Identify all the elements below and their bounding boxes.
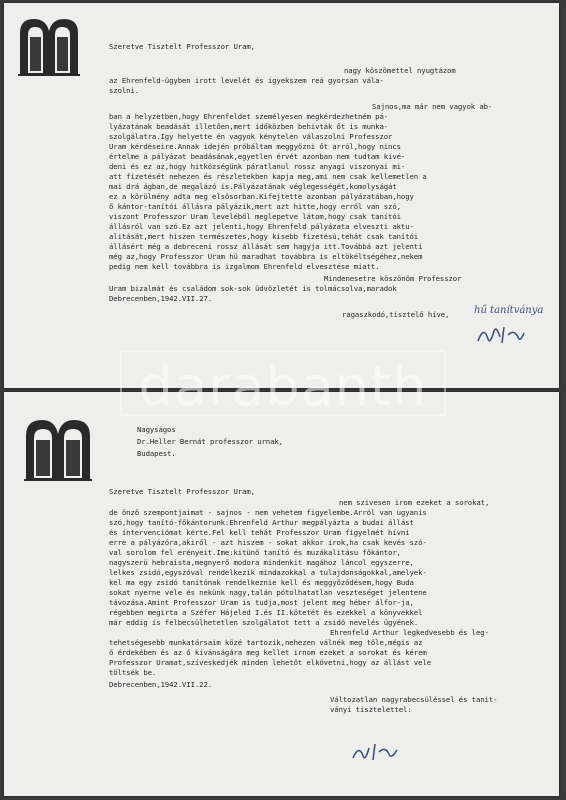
typed-line: erre a pályázóra,akiről - azt hiszem - sokat akkor irok,ha csak kevés szó- (109, 538, 427, 547)
typed-line: val sorolom fel erényeit.Ime:kitünő tanító és muzákalitásu főkántor, (109, 548, 401, 557)
typed-line: állásról van szó.Ez azt jelenti,hogy Ehrenfeld pályázata elveszti aktu- (109, 222, 414, 231)
typed-line: mai drá ágban,de megalázó is.Pályázatának véglegességét,komolyságát (109, 182, 397, 191)
typed-line: pedig nem kell továbbra is izgalmom Ehrenfeld elvesztése miatt. (109, 262, 380, 271)
typed-line: sokat nyerne vele és nekünk nagy,talán pótolhatatlan veszteséget jelentene (109, 588, 427, 597)
handwritten-note: hű tanítványa (474, 305, 544, 316)
typed-line: töltsék be. (109, 668, 157, 677)
typed-line: lelkes zsidó,egyszóval rendelkezik mindazokkal a tulajdonságokkal,amelyek- (109, 568, 427, 577)
typed-line: értelme a pályázat beadásának,egyetlen érvét azonban nem tudtam kivé- (109, 152, 406, 161)
typed-line: távozása.Amint Professzor Uram is tudja,most jelent meg héber álfor-ja, (109, 598, 414, 607)
letter-page-1 (4, 3, 559, 388)
typed-line: Változatlan nagyrabecsüléssel és tanit- (330, 695, 498, 704)
typed-line: ványi tisztelettel: (330, 705, 412, 714)
typed-line: szó,hogy tanító-főkántorunk:Ehrenfeld Arthur megpályázta a budai állást (109, 518, 414, 527)
typed-line: Sajnos,ma már nem vagyok ab- (372, 102, 493, 111)
typed-line: az Ehrenfeld-ügyben irott levelét és igyekszem reá gyorsan vála- (109, 76, 384, 85)
typed-line: és intervenciómat kérte.Fel kell tehát Professzor Uram figyelmét hívni (109, 528, 410, 537)
typed-line: ő kántor-tanítói állásra pályázik,mert azt hitte,hogy erről van szó, (109, 202, 401, 211)
typed-line: Budapest. (137, 449, 176, 458)
typed-line: tehetségesebb munkatársaim közé tartozik,nehezen válnék meg tőle,mégis az (109, 638, 423, 647)
typed-line: Professzor Uramat,szíveskedjék minden lehetőt elkövetni,hogy az állást vele (109, 658, 431, 667)
typed-line: még az,hogy Professzor Uram hü maradhat továbbra is eltökéltségéhez,nekem (109, 252, 423, 261)
signature-icon (474, 321, 534, 347)
typed-line: szolni. (109, 86, 140, 95)
typed-line: Mindenesetre köszönöm Professzor (324, 274, 462, 283)
typed-line: ban a helyzetben,hogy Ehrenfeldet személyesen megkérdezhetném pá- (109, 112, 389, 121)
synagogue-logo-icon (22, 416, 94, 482)
typed-line: Debrecenben,1942.VII.27. (109, 294, 213, 303)
typed-line: kel ma egy zsidó tanítónak rendelkeznie kell és meggyőződésem,hogy Buda (109, 578, 414, 587)
typed-line: att fizetését nehezen és részletekben kapja meg,ami nem csak kellemetlen a (109, 172, 427, 181)
typed-line: ő érdekében és az ő kívánságára meg kellet irnom ezeket a sorokat és kérem (109, 648, 427, 657)
typed-line: Nagyságos (137, 425, 176, 434)
signature-icon (349, 740, 409, 764)
typed-line: nagy köszömettel nyugtázom (344, 66, 456, 75)
typed-line: alitását,mert hiszen természetes,hogy kisebb fizetésü,tehát csak tanítói (109, 232, 419, 241)
typed-line: nagyszerü hebraista,megnyerő modora mindenkit magához láncol egyszerre, (109, 558, 414, 567)
letter-page-2 (4, 392, 559, 796)
synagogue-logo-icon (16, 15, 82, 77)
typed-line: de önző szempontjaimat - sajnos - nem vehetem figyelembe.Arról van ugyanis (109, 508, 427, 517)
typed-line: viszont Professzor Uram leveléből meglepetve látom,hogy csak tanítói (109, 212, 401, 221)
typed-line: Uram bizalmát és családom sok-sok üdvözletét is tolmácsolva,maradok (109, 284, 397, 293)
typed-line: deni és ez az,hogy hitközségünk páratlanul rossz anyagi viszonyai mi- (109, 162, 406, 171)
typed-line: ez a körülmény adta meg elsősorban.Kifejtette azonban pályázatában,hogy (109, 192, 414, 201)
typed-line: szolgálatra.Igy helyette én vagyok kénytelen válaszolni Professzor (109, 132, 393, 141)
typed-line: Szeretve Tisztelt Professzor Uram, (109, 42, 255, 51)
watermark-text: darabanth (138, 355, 428, 418)
typed-line: lyázatának beadását illetően,mert időközben behivták őt is munka- (109, 122, 389, 131)
typed-line: Dr.Heller Bernát professzor urnak, (137, 437, 283, 446)
typed-line: Ehrenfeld Arthur legkedvesebb és leg- (330, 628, 489, 637)
typed-line: Szeretve Tisztelt Professzor Uram, (109, 487, 255, 496)
typed-line: Uram kérdéseire.Annak idején próbáltam meggyőzni őt arról,hogy nincs (109, 142, 401, 151)
typed-line: ragaszkodó,tisztelő híve, (342, 310, 450, 319)
typed-line: már eddig is felbecsülhetetlen szolgálatot tett a zsidó nevelés ügyének. (109, 618, 419, 627)
typed-line: Debrecenben,1942.VII.22. (109, 680, 213, 689)
typed-line: állásért még a debreceni rossz állását sem hagyja itt.Továbbá azt jelenti (109, 242, 423, 251)
typed-line: nem szivesen irom ezeket a sorokat, (339, 498, 490, 507)
typed-line: régebben megirta a Széfer Hájeled I.és II.kötetét és ezekkel a könyvekkel (109, 608, 423, 617)
